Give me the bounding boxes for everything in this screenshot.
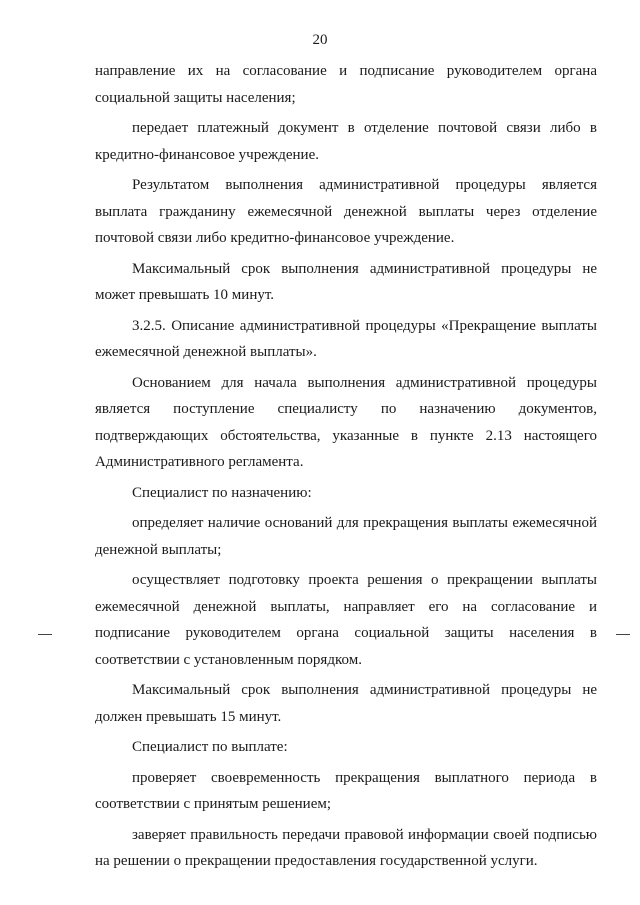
paragraph: осуществляет подготовку проекта решения о прекращении выплаты ежемесячной денежной выплаты, направляет его на согласование и подписание руководителем органа социальной защиты населения в соответствии с установленным порядком. (95, 572, 597, 668)
paragraph: проверяет своевременность прекращения выплатного периода в соответствии с принятым решением; (95, 769, 597, 812)
paragraph: Основанием для начала выполнения административной процедуры является поступление специалисту по назначению документов, подтверждающих обстоятельства, указанные в пункте 2.13 настоящего Административного регламента. (95, 374, 597, 470)
section-heading-paragraph: 3.2.5. Описание административной процедуры «Прекращение выплаты ежемесячной денежной выплаты». (95, 317, 597, 360)
paragraph: направление их на согласование и подписание руководителем органа социальной защиты населения; (95, 63, 597, 106)
paragraph: Максимальный срок выполнения административной процедуры не должен превышать 15 минут. (95, 682, 597, 725)
scan-mark-left (38, 634, 52, 635)
document-body (95, 58, 597, 879)
page-number: 20 (312, 32, 328, 48)
paragraph: Результатом выполнения административной процедуры является выплата гражданину ежемесячной денежной выплаты через отделение почтовой связи либо кредитно-финансовое учреждение. (95, 177, 597, 246)
paragraph: определяет наличие оснований для прекращения выплаты ежемесячной денежной выплаты; (95, 515, 597, 558)
paragraph: заверяет правильность передачи правовой информации своей подписью на решении о прекращении предоставления государственной услуги. (95, 826, 597, 869)
paragraph: Максимальный срок выполнения административной процедуры не может превышать 10 минут. (95, 260, 597, 303)
scan-mark-right (616, 634, 630, 635)
paragraph: Специалист по выплате: (132, 739, 288, 755)
paragraph: передает платежный документ в отделение почтовой связи либо в кредитно-финансовое учреждение. (95, 120, 597, 163)
paragraph: Специалист по назначению: (132, 484, 312, 501)
